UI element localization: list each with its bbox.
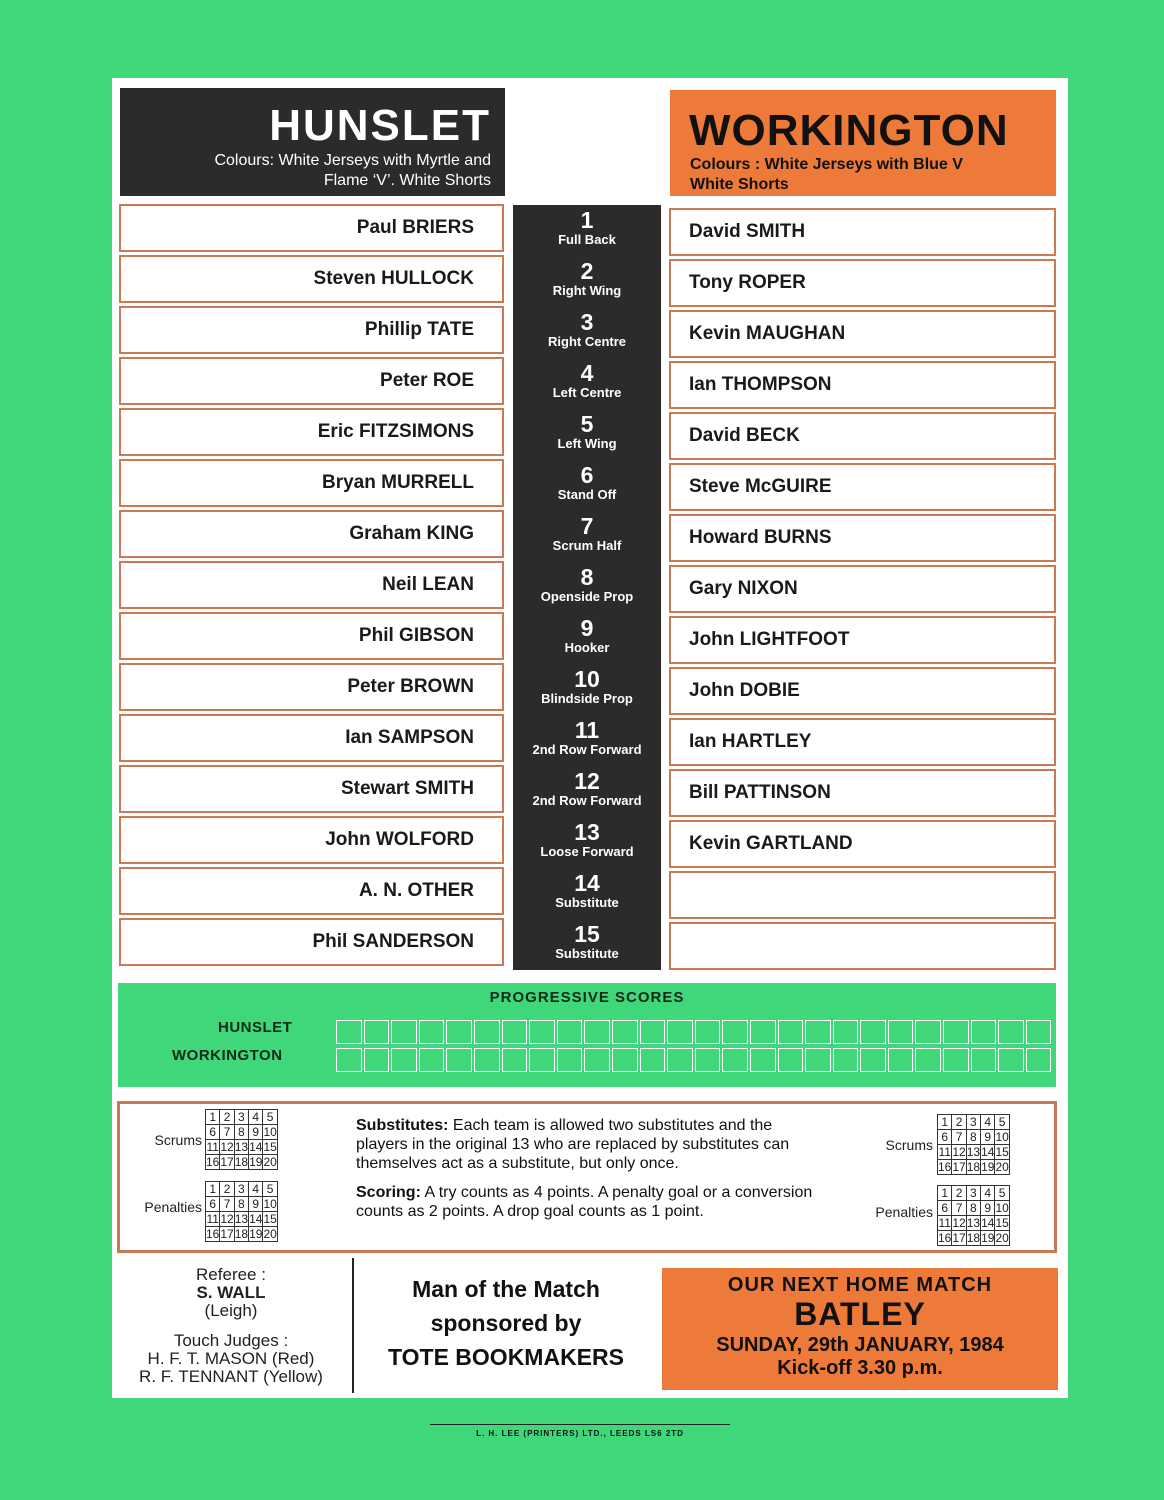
position-item: [513, 715, 661, 766]
tally-cell: 12: [952, 1216, 966, 1230]
away-roster: [669, 208, 1056, 973]
tally-cell: 16: [206, 1155, 220, 1169]
tally-cell: 8: [234, 1197, 248, 1212]
position-item: [513, 766, 661, 817]
away-player-name: Ian HARTLEY: [689, 731, 812, 752]
tally-cell: 5: [995, 1186, 1009, 1201]
away-player-name: Tony ROPER: [689, 272, 806, 293]
home-player-name: Bryan MURRELL: [321, 472, 474, 493]
tally-cell: 6: [206, 1125, 220, 1140]
tally-cell: 18: [966, 1160, 981, 1174]
away-player-name: David SMITH: [689, 221, 806, 242]
tally-cell: 15: [263, 1212, 277, 1226]
motm-line3: TOTE BOOKMAKERS: [388, 1344, 624, 1370]
tally-cell: 13: [966, 1145, 981, 1159]
position-number: 7: [580, 513, 594, 539]
home-player-row: [119, 867, 504, 915]
away-player-row: [669, 820, 1056, 868]
subs-text: Each team is allowed two substitutes and the players in the original 13 who are replaced by substitutes can themselves act as a substitute, but only once.: [356, 1117, 790, 1172]
away-colours-line1: Colours : White Jerseys with Blue V: [690, 156, 963, 173]
referee-club: (Leigh): [204, 1301, 258, 1320]
score-cell: [998, 1048, 1024, 1072]
score-cell: [667, 1048, 693, 1072]
away-player-row: [669, 259, 1056, 307]
score-cell: [557, 1020, 583, 1044]
tally-cell: 10: [263, 1197, 277, 1211]
progressive-away-label: WORKINGTON: [172, 1047, 283, 1064]
tally-cell: 1: [206, 1110, 220, 1125]
tally-cell: 2: [220, 1182, 234, 1197]
score-cell: [943, 1020, 969, 1044]
position-number: 1: [580, 207, 594, 233]
home-player-name: Graham KING: [349, 523, 474, 544]
tally-cell: 18: [966, 1231, 981, 1245]
progressive-scores: [118, 983, 1056, 1087]
away-team-header: [670, 90, 1056, 196]
position-label: Left Wing: [557, 436, 617, 451]
tally-cell: 3: [234, 1110, 248, 1125]
touch-judge-2: R. F. TENNANT (Yellow): [139, 1367, 323, 1386]
tally-cell: 13: [234, 1212, 249, 1226]
away-player-row: [669, 667, 1056, 715]
tally-cell: 6: [938, 1201, 952, 1216]
position-label: Right Centre: [548, 334, 626, 349]
home-player-row: [119, 510, 504, 558]
rules-text: [356, 1116, 826, 1231]
next-match-date: SUNDAY, 29th JANUARY, 1984: [716, 1334, 1004, 1356]
tally-cell: 10: [995, 1201, 1009, 1215]
position-item: [513, 460, 661, 511]
next-match-kickoff: Kick-off 3.30 p.m.: [777, 1357, 943, 1379]
next-home-match: [662, 1268, 1058, 1390]
tally-cell: 17: [220, 1227, 234, 1241]
position-item: [513, 205, 661, 256]
score-cell: [474, 1048, 500, 1072]
score-cell: [502, 1048, 528, 1072]
tally-cell: 9: [249, 1197, 263, 1212]
touch-judge-1: H. F. T. MASON (Red): [147, 1349, 315, 1368]
score-cell: [943, 1048, 969, 1072]
score-cell: [640, 1048, 666, 1072]
score-cell: [750, 1048, 776, 1072]
home-player-name: Steven HULLOCK: [313, 268, 474, 289]
next-match-opponent: BATLEY: [794, 1296, 926, 1332]
home-player-row: [119, 408, 504, 456]
home-player-name: Peter BROWN: [347, 676, 474, 697]
tally-cell: 8: [966, 1130, 980, 1145]
away-player-row: [669, 871, 1056, 919]
away-player-row: [669, 922, 1056, 970]
score-cell: [805, 1020, 831, 1044]
score-cell: [529, 1020, 555, 1044]
position-label: 2nd Row Forward: [532, 793, 642, 808]
away-scrums-grid: [937, 1114, 1010, 1175]
home-player-name: Neil LEAN: [382, 574, 474, 595]
score-cell: [998, 1020, 1024, 1044]
tally-cell: 1: [206, 1182, 220, 1197]
position-number: 9: [580, 615, 594, 641]
score-cell: [888, 1048, 914, 1072]
score-cell: [364, 1020, 390, 1044]
position-number: 13: [574, 819, 600, 845]
tally-cell: 11: [938, 1145, 951, 1159]
tally-cell: 11: [206, 1212, 219, 1226]
tally-cell: 5: [995, 1115, 1009, 1130]
away-player-row: [669, 361, 1056, 409]
tally-cell: 14: [981, 1145, 995, 1159]
progressive-scores-title: PROGRESSIVE SCORES: [489, 989, 685, 1006]
tally-cell: 14: [249, 1212, 263, 1226]
touch-judges-label: Touch Judges :: [173, 1331, 289, 1350]
score-cell: [364, 1048, 390, 1072]
tally-cell: 15: [995, 1145, 1009, 1159]
score-cell: [446, 1020, 472, 1044]
position-item: [513, 562, 661, 613]
position-number: 4: [580, 360, 594, 386]
away-player-row: [669, 412, 1056, 460]
score-cell: [474, 1020, 500, 1044]
home-scrums-grid: [205, 1109, 278, 1170]
tally-cell: 10: [263, 1125, 277, 1139]
away-colours-line2: White Shorts: [690, 176, 789, 193]
position-label: Full Back: [558, 232, 616, 247]
home-player-row: [119, 663, 504, 711]
tally-cell: 3: [234, 1182, 248, 1197]
score-cell: [1026, 1048, 1052, 1072]
away-player-name: Howard BURNS: [689, 527, 832, 548]
away-penalties-grid: [937, 1185, 1010, 1246]
away-player-row: [669, 769, 1056, 817]
score-cell: [1026, 1020, 1052, 1044]
tally-cell: 6: [206, 1197, 220, 1212]
tally-cell: 4: [249, 1110, 263, 1125]
positions-column: [513, 205, 661, 970]
tally-cell: 14: [981, 1216, 995, 1230]
home-player-row: [119, 459, 504, 507]
tally-cell: 19: [249, 1155, 263, 1169]
tally-cell: 17: [220, 1155, 234, 1169]
score-cell: [336, 1020, 362, 1044]
position-number: 14: [574, 870, 600, 896]
score-cell: [695, 1020, 721, 1044]
tally-cell: 19: [981, 1160, 995, 1174]
position-number: 6: [580, 462, 594, 488]
home-player-row: [119, 561, 504, 609]
next-match-heading: OUR NEXT HOME MATCH: [727, 1274, 993, 1296]
officials-divider: [352, 1258, 354, 1393]
position-number: 10: [574, 666, 600, 692]
tally-cell: 11: [938, 1216, 951, 1230]
home-player-name: A. N. OTHER: [358, 880, 474, 901]
tally-cell: 7: [220, 1197, 234, 1212]
position-item: [513, 613, 661, 664]
home-team-name: HUNSLET: [269, 101, 491, 150]
progressive-home-grid: [336, 1020, 1053, 1044]
score-cell: [778, 1020, 804, 1044]
position-item: [513, 868, 661, 919]
away-player-name: Gary NIXON: [689, 578, 798, 599]
tally-cell: 3: [966, 1115, 980, 1130]
tally-cell: 19: [249, 1227, 263, 1241]
tally-cell: 13: [966, 1216, 981, 1230]
progressive-home-label: HUNSLET: [218, 1019, 293, 1036]
score-cell: [446, 1048, 472, 1072]
away-penalties-label: Penalties: [875, 1204, 933, 1220]
referee-name: S. WALL: [196, 1283, 266, 1302]
away-player-row: [669, 718, 1056, 766]
score-cell: [971, 1048, 997, 1072]
home-roster: [119, 204, 504, 969]
tally-cell: 9: [981, 1201, 995, 1216]
home-team-header: [120, 88, 505, 196]
away-player-name: John LIGHTFOOT: [689, 629, 850, 650]
tally-cell: 20: [995, 1160, 1009, 1174]
tally-cell: 4: [981, 1115, 995, 1130]
home-penalties-label: Penalties: [144, 1199, 202, 1215]
score-cell: [419, 1020, 445, 1044]
score-cell: [584, 1048, 610, 1072]
position-number: 15: [574, 921, 600, 947]
position-label: Openside Prop: [540, 589, 634, 604]
score-cell: [915, 1020, 941, 1044]
score-cell: [529, 1048, 555, 1072]
away-player-name: Ian THOMPSON: [689, 374, 832, 395]
score-cell: [419, 1048, 445, 1072]
tally-cell: 2: [952, 1115, 966, 1130]
score-cell: [888, 1020, 914, 1044]
tally-cell: 3: [966, 1186, 980, 1201]
tally-cell: 15: [263, 1140, 277, 1154]
subs-title: Substitutes:: [356, 1117, 449, 1134]
tally-cell: 11: [206, 1140, 219, 1154]
tally-cell: 16: [206, 1227, 220, 1241]
home-player-row: [119, 714, 504, 762]
position-item: [513, 358, 661, 409]
home-player-row: [119, 255, 504, 303]
score-cell: [336, 1048, 362, 1072]
away-player-name: David BECK: [689, 425, 800, 446]
tally-cell: 9: [249, 1125, 263, 1140]
tally-cell: 18: [234, 1227, 249, 1241]
position-item: [513, 307, 661, 358]
position-label: Loose Forward: [540, 844, 634, 859]
tally-cell: 14: [249, 1140, 263, 1154]
home-player-row: [119, 765, 504, 813]
position-item: [513, 511, 661, 562]
away-player-name: Bill PATTINSON: [689, 782, 831, 803]
tally-cell: 4: [249, 1182, 263, 1197]
position-label: Right Wing: [552, 283, 622, 298]
score-cell: [833, 1020, 859, 1044]
away-player-row: [669, 310, 1056, 358]
info-panel: [117, 1101, 1057, 1253]
away-player-row: [669, 208, 1056, 256]
score-cell: [612, 1020, 638, 1044]
tally-cell: 8: [234, 1125, 248, 1140]
home-colours-line2: Flame ‘V’. White Shorts: [323, 172, 491, 189]
position-item: [513, 664, 661, 715]
score-cell: [778, 1048, 804, 1072]
tally-cell: 2: [220, 1110, 234, 1125]
home-player-name: Ian SAMPSON: [345, 727, 474, 748]
score-cell: [391, 1048, 417, 1072]
tally-cell: 7: [952, 1201, 966, 1216]
score-cell: [915, 1048, 941, 1072]
tally-cell: 7: [952, 1130, 966, 1145]
tally-cell: 1: [938, 1186, 952, 1201]
tally-cell: 12: [952, 1145, 966, 1159]
position-item: [513, 256, 661, 307]
home-player-row: [119, 357, 504, 405]
position-label: Substitute: [555, 895, 619, 910]
home-player-row: [119, 306, 504, 354]
home-player-name: Phil GIBSON: [358, 625, 474, 646]
home-player-name: Stewart SMITH: [340, 778, 474, 799]
motm-line1: Man of the Match: [412, 1276, 600, 1302]
score-cell: [833, 1048, 859, 1072]
away-player-name: Steve McGUIRE: [689, 476, 832, 497]
score-cell: [805, 1048, 831, 1072]
tally-cell: 5: [263, 1182, 277, 1197]
printer-imprint: L. H. LEE (PRINTERS) LTD., LEEDS LS6 2TD: [430, 1424, 730, 1438]
position-number: 2: [580, 258, 594, 284]
position-label: Substitute: [555, 946, 619, 961]
tally-cell: 9: [981, 1130, 995, 1145]
scoring-title: Scoring:: [356, 1184, 421, 1201]
position-number: 3: [580, 309, 594, 335]
position-label: Left Centre: [552, 385, 622, 400]
position-label: Scrum Half: [552, 538, 622, 553]
away-player-row: [669, 514, 1056, 562]
home-player-name: Eric FITZSIMONS: [317, 421, 474, 442]
home-scrums-label: Scrums: [154, 1132, 202, 1148]
score-cell: [667, 1020, 693, 1044]
position-label: Stand Off: [557, 487, 617, 502]
away-team-name: WORKINGTON: [689, 106, 1009, 155]
tally-cell: 6: [938, 1130, 952, 1145]
position-number: 8: [580, 564, 594, 590]
tally-cell: 17: [952, 1160, 966, 1174]
position-item: [513, 409, 661, 460]
scoring-text: A try counts as 4 points. A penalty goal or a conversion counts as 2 points. A drop goal counts as 1 point.: [356, 1184, 813, 1220]
away-player-name: Kevin GARTLAND: [689, 833, 853, 854]
home-player-name: Phillip TATE: [364, 319, 474, 340]
score-cell: [722, 1048, 748, 1072]
away-player-row: [669, 463, 1056, 511]
tally-cell: 1: [938, 1115, 952, 1130]
tally-cell: 13: [234, 1140, 249, 1154]
score-cell: [860, 1048, 886, 1072]
score-cell: [860, 1020, 886, 1044]
home-player-row: [119, 816, 504, 864]
score-cell: [557, 1048, 583, 1072]
home-player-row: [119, 918, 504, 966]
tally-cell: 17: [952, 1231, 966, 1245]
tally-cell: 12: [220, 1212, 234, 1226]
position-number: 11: [574, 717, 600, 743]
away-player-name: John DOBIE: [689, 680, 800, 701]
score-cell: [584, 1020, 610, 1044]
score-cell: [750, 1020, 776, 1044]
home-player-row: [119, 612, 504, 660]
home-player-name: Phil SANDERSON: [312, 931, 474, 952]
score-cell: [971, 1020, 997, 1044]
home-colours-line1: Colours: White Jerseys with Myrtle and: [214, 152, 491, 169]
score-cell: [502, 1020, 528, 1044]
score-cell: [612, 1048, 638, 1072]
tally-cell: 16: [938, 1160, 952, 1174]
tally-cell: 7: [220, 1125, 234, 1140]
score-cell: [640, 1020, 666, 1044]
tally-cell: 8: [966, 1201, 980, 1216]
tally-cell: 16: [938, 1231, 952, 1245]
score-cell: [695, 1048, 721, 1072]
position-number: 5: [580, 411, 594, 437]
away-player-name: Kevin MAUGHAN: [689, 323, 846, 344]
progressive-away-grid: [336, 1048, 1053, 1072]
score-cell: [722, 1020, 748, 1044]
tally-cell: 20: [263, 1227, 277, 1241]
home-player-name: Paul BRIERS: [356, 217, 474, 238]
tally-cell: 15: [995, 1216, 1009, 1230]
tally-cell: 10: [995, 1130, 1009, 1144]
away-player-row: [669, 565, 1056, 613]
tally-cell: 20: [995, 1231, 1009, 1245]
home-player-row: [119, 204, 504, 252]
man-of-the-match: [360, 1272, 652, 1374]
position-label: Blindside Prop: [541, 691, 633, 706]
motm-line2: sponsored by: [430, 1310, 582, 1336]
position-label: Hooker: [564, 640, 610, 655]
position-label: 2nd Row Forward: [532, 742, 642, 757]
tally-cell: 20: [263, 1155, 277, 1169]
officials: [115, 1258, 347, 1393]
tally-cell: 5: [263, 1110, 277, 1125]
home-player-name: Peter ROE: [380, 370, 474, 391]
referee-label: Referee :: [196, 1265, 266, 1284]
tally-cell: 12: [220, 1140, 234, 1154]
home-penalties-grid: [205, 1181, 278, 1242]
score-cell: [391, 1020, 417, 1044]
home-player-name: John WOLFORD: [325, 829, 474, 850]
away-scrums-label: Scrums: [885, 1137, 933, 1153]
tally-cell: 18: [234, 1155, 249, 1169]
tally-cell: 4: [981, 1186, 995, 1201]
position-number: 12: [574, 768, 600, 794]
tally-cell: 19: [981, 1231, 995, 1245]
away-player-row: [669, 616, 1056, 664]
tally-cell: 2: [952, 1186, 966, 1201]
position-item: [513, 817, 661, 868]
position-item: [513, 919, 661, 970]
